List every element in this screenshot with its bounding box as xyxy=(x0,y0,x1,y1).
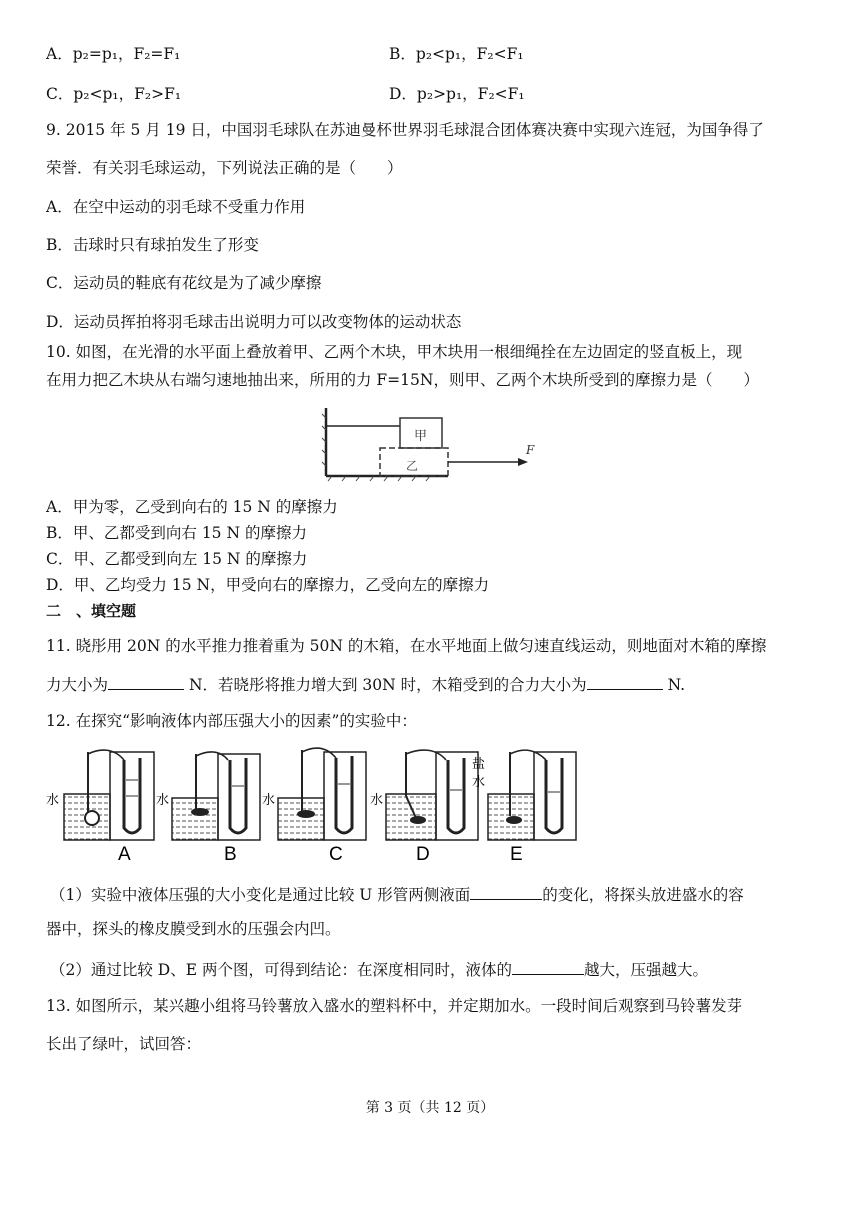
panel-e-liquid-label-2: 水 xyxy=(472,775,486,790)
q11-text-a: 力大小为 xyxy=(46,676,109,694)
q9-stem-line1: 9. 2015 年 5 月 19 日，中国羽毛球队在苏迪曼杯世界羽毛球混合团体赛决赛中实现六连冠，为国争得了 xyxy=(46,121,764,139)
panel-d xyxy=(370,750,478,865)
q11-blank-2[interactable] xyxy=(587,673,663,690)
q12-part1-line2: 器中，探头的橡皮膜受到水的压强会内凹。 xyxy=(46,920,341,938)
q12-part1-text-a: （1）实验中液体压强的大小变化是通过比较 U 形管两侧液面 xyxy=(50,886,471,904)
panel-e-liquid-label-1: 盐 xyxy=(472,757,486,772)
q9-option-d: D．运动员挥拍将羽毛球击出说明力可以改变物体的运动状态 xyxy=(46,313,462,331)
panel-e-label: E xyxy=(510,844,523,865)
q12-pressure-figure xyxy=(44,746,584,868)
q12-blank-2[interactable] xyxy=(512,958,584,975)
panel-b-label: B xyxy=(224,844,237,865)
q10-option-d: D．甲、乙均受力 15 N，甲受向右的摩擦力，乙受向左的摩擦力 xyxy=(46,576,490,594)
q12-part2 xyxy=(50,958,708,980)
q12-part2-text-b: 越大，压强越大。 xyxy=(583,961,708,979)
panel-a-liquid-label: 水 xyxy=(46,793,60,808)
q12-blank-1[interactable] xyxy=(470,883,542,900)
panel-d-label: D xyxy=(416,844,430,865)
panel-c-label: C xyxy=(329,844,343,865)
q12-stem: 12. 在探究“影响液体内部压强大小的因素”的实验中： xyxy=(46,712,417,730)
page-footer: 第 3 页（共 12 页） xyxy=(365,1100,495,1116)
q10-option-b: B．甲、乙都受到向右 15 N 的摩擦力 xyxy=(46,524,307,542)
q13-line2: 长出了绿叶，试回答： xyxy=(46,1035,202,1053)
section-title-fill-in: 二 、填空题 xyxy=(46,602,137,620)
panel-c xyxy=(262,748,366,865)
q9-option-c: C．运动员的鞋底有花纹是为了减少摩擦 xyxy=(46,274,322,292)
panel-d-liquid-label: 水 xyxy=(370,793,384,808)
q10-blocks-figure xyxy=(320,404,540,482)
q9-option-b: B．击球时只有球拍发生了形变 xyxy=(46,236,259,254)
q10-stem-line2: 在用力把乙木块从右端匀速地抽出来，所用的力 F=15N，则甲、乙两个木块所受到的摩擦力是（ ） xyxy=(46,371,759,389)
q13-line1: 13. 如图所示，某兴趣小组将马铃薯放入盛水的塑料杯中，并定期加水。一段时间后观察到马铃薯发芽 xyxy=(46,997,743,1015)
q11-blank-1[interactable] xyxy=(108,673,184,690)
panel-a-label: A xyxy=(118,844,131,865)
q8-option-c: C．p₂<p₁，F₂>F₁ xyxy=(46,85,182,103)
q10-option-c: C．甲、乙都受到向左 15 N 的摩擦力 xyxy=(46,550,308,568)
panel-c-liquid-label: 水 xyxy=(262,793,276,808)
q9-option-a: A．在空中运动的羽毛球不受重力作用 xyxy=(46,198,306,216)
panel-b xyxy=(156,752,260,865)
label-jia: 甲 xyxy=(414,429,428,444)
panel-e xyxy=(472,750,576,865)
panel-a xyxy=(46,750,154,865)
q11-text-c: N. xyxy=(662,676,686,694)
label-yi: 乙 xyxy=(406,459,419,473)
label-force: F xyxy=(526,443,535,457)
q11-text-b: N．若晓彤将推力增大到 30N 时，木箱受到的合力大小为 xyxy=(184,676,587,694)
q12-part1-line1 xyxy=(50,883,744,905)
q10-stem-line1: 10. 如图，在光滑的水平面上叠放着甲、乙两个木块，甲木块用一根细绳拴在左边固定的竖直板上，现 xyxy=(46,343,743,361)
q11-line2 xyxy=(46,673,685,695)
panel-b-liquid-label: 水 xyxy=(156,793,170,808)
q12-part2-text-a: （2）通过比较 D、E 两个图，可得到结论：在深度相同时，液体的 xyxy=(50,961,512,979)
q8-option-b: B．p₂<p₁，F₂<F₁ xyxy=(389,45,524,63)
q9-stem-line2: 荣誉．有关羽毛球运动，下列说法正确的是（ ） xyxy=(46,159,403,177)
q8-option-d: D．p₂>p₁，F₂<F₁ xyxy=(389,85,525,103)
q11-line1: 11. 晓彤用 20N 的水平推力推着重为 50N 的木箱，在水平地面上做匀速直线运动，则地面对木箱的摩擦 xyxy=(46,637,767,655)
q10-option-a: A．甲为零，乙受到向右的 15 N 的摩擦力 xyxy=(46,498,338,516)
q8-option-a: A．p₂=p₁，F₂=F₁ xyxy=(46,45,181,63)
q12-part1-text-b: 的变化，将探头放进盛水的容 xyxy=(542,886,744,904)
